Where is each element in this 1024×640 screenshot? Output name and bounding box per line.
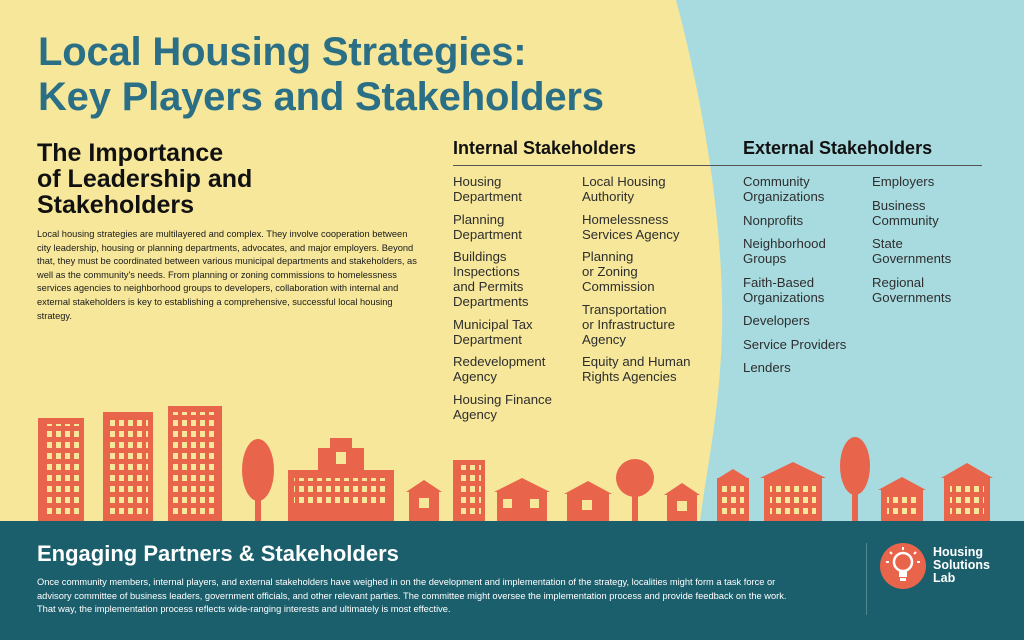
stakeholder-item-line: Agency	[453, 406, 497, 422]
stakeholder-item	[743, 275, 846, 305]
stakeholder-item-line: Business	[872, 197, 926, 213]
stakeholder-item-line: Transportation	[582, 301, 667, 317]
stakeholder-item	[582, 212, 691, 242]
stakeholder-item	[453, 174, 552, 204]
stakeholder-item-line: Authority	[582, 189, 635, 204]
stakeholder-item-line: Department	[453, 189, 522, 204]
external-list-col1	[743, 174, 846, 384]
stakeholder-item-line: Services Agency	[582, 226, 680, 242]
lead-heading-line: Stakeholders	[37, 191, 195, 219]
logo-line: Solutions	[933, 558, 990, 572]
internal-divider	[453, 165, 711, 166]
lightbulb-icon	[880, 543, 926, 589]
stakeholder-item-line: Municipal Tax	[453, 316, 533, 332]
stakeholder-item-line: or Zoning	[582, 264, 638, 279]
footer-paragraph: Once community members, internal players, and external stakeholders have weighed in on the development and implementation of the strategy, localities might form a task force or advisory committee of business leaders, government officials, and other relevant parties. The committee might oversee the implementation process and provide feedback on the work. That way, the implementation process reflects wide-ranging interests and ultimately is most effective.	[37, 577, 787, 615]
stakeholder-item-line: Inspections	[453, 264, 520, 279]
stakeholder-item-line: Departments	[453, 294, 529, 309]
stakeholder-item-line: Department	[453, 331, 522, 347]
stakeholder-item-line: Community	[872, 212, 939, 228]
logo-line: Lab	[933, 571, 956, 585]
lead-heading-line: of Leadership and	[37, 165, 253, 193]
stakeholder-item	[453, 317, 552, 347]
stakeholder-item-line: Governments	[872, 289, 952, 305]
stakeholder-item-line: Nonprofits	[743, 212, 804, 228]
stakeholder-item	[743, 360, 846, 375]
internal-stakeholders-heading: Internal Stakeholders	[453, 138, 637, 158]
stakeholder-item-line: Employers	[872, 174, 935, 189]
stakeholder-item-line: Organizations	[743, 289, 825, 305]
stakeholder-item-line: Developers	[743, 313, 810, 328]
page-title	[38, 30, 604, 120]
stakeholder-item	[582, 302, 691, 347]
stakeholder-item	[743, 213, 846, 228]
stakeholder-item	[582, 249, 691, 294]
stakeholder-item-line: Redevelopment	[453, 354, 546, 369]
lead-heading	[37, 140, 337, 218]
footer-heading: Engaging Partners & Stakeholders	[37, 541, 399, 566]
page-title-line1: Local Housing Strategies:	[38, 30, 527, 74]
stakeholder-item	[872, 174, 951, 189]
stakeholder-item-line: Commission	[582, 279, 655, 294]
lead-paragraph: Local housing strategies are multilayered and complex. They involve cooperation between city leadership, housing or planning departments, advocates, and major employers. Beyond that, they must be coordinated between various municipal departments and stakeholders, as well as the community's needs. From planning or zoning commissions to homelessness services agencies to neighborhood groups to developers, collaboration with internal and external stakeholders is key to establishing a comprehensive, successful local housing strategy.	[37, 229, 417, 321]
stakeholder-item-line: Planning	[453, 211, 505, 227]
stakeholder-item-line: Groups	[743, 251, 787, 266]
stakeholder-item	[743, 236, 846, 266]
stakeholder-item-line: Organizations	[743, 189, 825, 204]
stakeholder-item-line: Local Housing	[582, 174, 666, 189]
internal-list-col1	[453, 174, 552, 429]
internal-list-col2	[582, 174, 691, 392]
stakeholder-item-line: Agency	[453, 369, 497, 384]
stakeholder-item-line: Housing Finance	[453, 391, 552, 407]
stakeholder-item	[582, 174, 691, 204]
stakeholder-item-line: Neighborhood	[743, 236, 826, 251]
stakeholder-item-line: Regional	[872, 274, 925, 290]
external-list-col2	[872, 174, 951, 313]
logo-wordmark	[933, 546, 990, 585]
stakeholder-item	[743, 313, 846, 328]
stakeholder-item-line: Faith-Based	[743, 274, 815, 290]
stakeholder-item-line: Service Providers	[743, 336, 847, 352]
stakeholder-item-line: State	[872, 236, 903, 251]
external-stakeholders-heading: External Stakeholders	[743, 138, 933, 158]
stakeholder-item	[743, 174, 846, 204]
stakeholder-item-line: Department	[453, 226, 522, 242]
stakeholder-item-line: Governments	[872, 251, 952, 266]
stakeholder-item-line: Agency	[582, 331, 626, 347]
stakeholder-item	[872, 236, 951, 266]
stakeholder-item-line: Equity and Human	[582, 354, 691, 369]
stakeholder-item	[872, 198, 951, 228]
lead-heading-line: The Importance	[37, 139, 224, 167]
page-title-line2: Key Players and Stakeholders	[38, 75, 604, 119]
logo-line: Housing	[933, 545, 983, 559]
stakeholder-item-line: Buildings	[453, 249, 507, 264]
stakeholder-item-line: Community	[743, 174, 810, 189]
footer-divider	[866, 543, 867, 615]
stakeholder-item	[743, 337, 846, 352]
stakeholder-item	[453, 354, 552, 384]
stakeholder-item-line: or Infrastructure	[582, 316, 676, 332]
stakeholder-item-line: Lenders	[743, 360, 791, 375]
external-divider	[711, 165, 982, 166]
stakeholder-item	[872, 275, 951, 305]
stakeholder-item	[582, 354, 691, 384]
stakeholder-item-line: Homelessness	[582, 211, 669, 227]
stakeholder-item-line: Planning	[582, 249, 634, 264]
stakeholder-item	[453, 392, 552, 422]
stakeholder-item-line: Housing	[453, 174, 502, 189]
stakeholder-item	[453, 212, 552, 242]
stakeholder-item-line: and Permits	[453, 279, 524, 294]
stakeholder-item-line: Rights Agencies	[582, 369, 677, 384]
stakeholder-item	[453, 249, 552, 309]
